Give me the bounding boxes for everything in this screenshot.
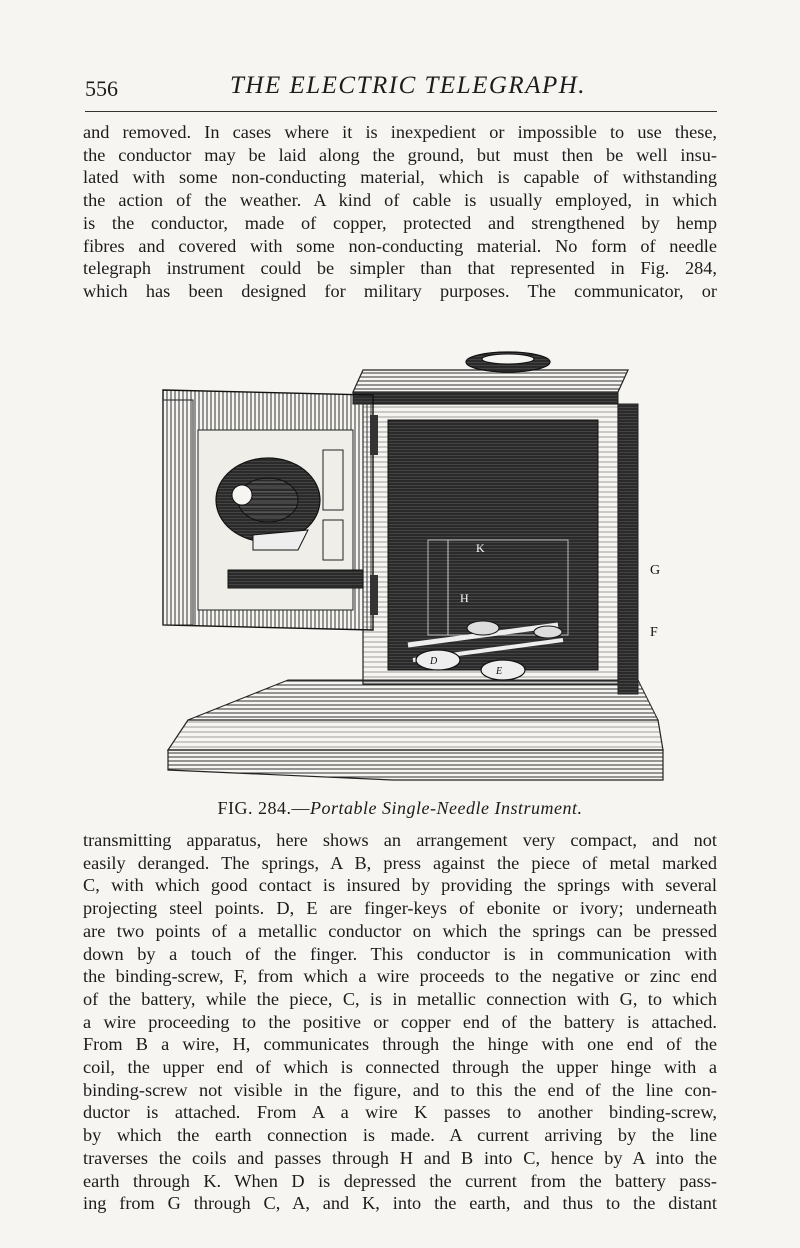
text-line: lated with some non-conducting material, which is capable of withstanding xyxy=(83,167,717,188)
running-header xyxy=(85,68,715,108)
caption-title: Portable Single-Needle Instrument. xyxy=(310,798,583,818)
text-line: telegraph instrument could be simpler than that represented in Fig. 284, xyxy=(83,258,717,279)
text-line: ductor is attached. From A a wire K passes to another binding-screw, xyxy=(83,1102,717,1123)
engraving-illustration xyxy=(158,340,678,800)
text-line: easily deranged. The springs, A B, press against the piece of metal marked xyxy=(83,852,717,873)
running-head-title: THE ELECTRIC TELEGRAPH. xyxy=(230,72,587,99)
figure-single-needle-instrument xyxy=(158,340,678,800)
base-plinth xyxy=(168,750,663,780)
text-line: From B a wire, H, communicates through the hinge with one end of the xyxy=(83,1034,717,1055)
finger-key-d xyxy=(416,650,460,670)
label-f: F xyxy=(650,625,658,640)
caption-prefix: FIG. 284.— xyxy=(217,798,311,818)
text-line: traverses the coils and passes through H and B into C, hence by A into the xyxy=(83,1147,717,1168)
text-line: are two points of a metallic conductor on which the springs can be pressed xyxy=(83,920,717,941)
paragraph-top xyxy=(83,121,717,303)
text-line: by which the earth connection is made. A current arriving by the line xyxy=(83,1125,717,1146)
label-e: E xyxy=(496,666,503,677)
text-line: projecting steel points. D, E are finger-keys of ebonite or ivory; underneath xyxy=(83,898,717,919)
label-k: K xyxy=(476,541,485,555)
header-rule xyxy=(85,111,717,112)
figure-caption xyxy=(0,798,800,819)
text-line: which has been designed for military purposes. The communicator, or xyxy=(83,280,717,301)
finger-key-e xyxy=(481,660,525,680)
page-number: 556 xyxy=(85,76,118,101)
label-h: H xyxy=(460,591,469,605)
text-line: a wire proceeding to the positive or copper end of the battery is attached. xyxy=(83,1011,717,1032)
label-g: G xyxy=(650,563,661,578)
text-line: transmitting apparatus, here shows an arrangement very compact, and not xyxy=(83,830,717,850)
text-line: binding-screw not visible in the figure, and to this the end of the line con- xyxy=(83,1079,717,1100)
text-line: the conductor may be laid along the ground, but must then be well insu- xyxy=(83,144,717,165)
text-line: and removed. In cases where it is inexpedient or impossible to use these, xyxy=(83,122,717,142)
text-line: ing from G through C, A, and K, into the earth, and thus to the distant xyxy=(83,1193,717,1214)
text-line: of the battery, while the piece, C, is in metallic connection with G, to which xyxy=(83,988,717,1009)
text-line: down by a touch of the finger. This conductor is in communication with xyxy=(83,943,717,964)
text-line: C, with which good contact is insured by providing the springs with several xyxy=(83,875,717,896)
text-line: coil, the upper end of which is connected through the upper hinge with a xyxy=(83,1057,717,1078)
text-line: fibres and covered with some non-conducting material. No form of needle xyxy=(83,235,717,256)
paragraph-bottom xyxy=(83,829,717,1215)
text-line: is the conductor, made of copper, protected and strengthened by hemp xyxy=(83,212,717,233)
label-d: D xyxy=(430,656,438,667)
text-line: earth through K. When D is depressed the current from the battery pass- xyxy=(83,1170,717,1191)
text-line: the action of the weather. A kind of cable is usually employed, in which xyxy=(83,190,717,211)
text-line: the binding-screw, F, from which a wire proceeds to the negative or zinc end xyxy=(83,966,717,987)
